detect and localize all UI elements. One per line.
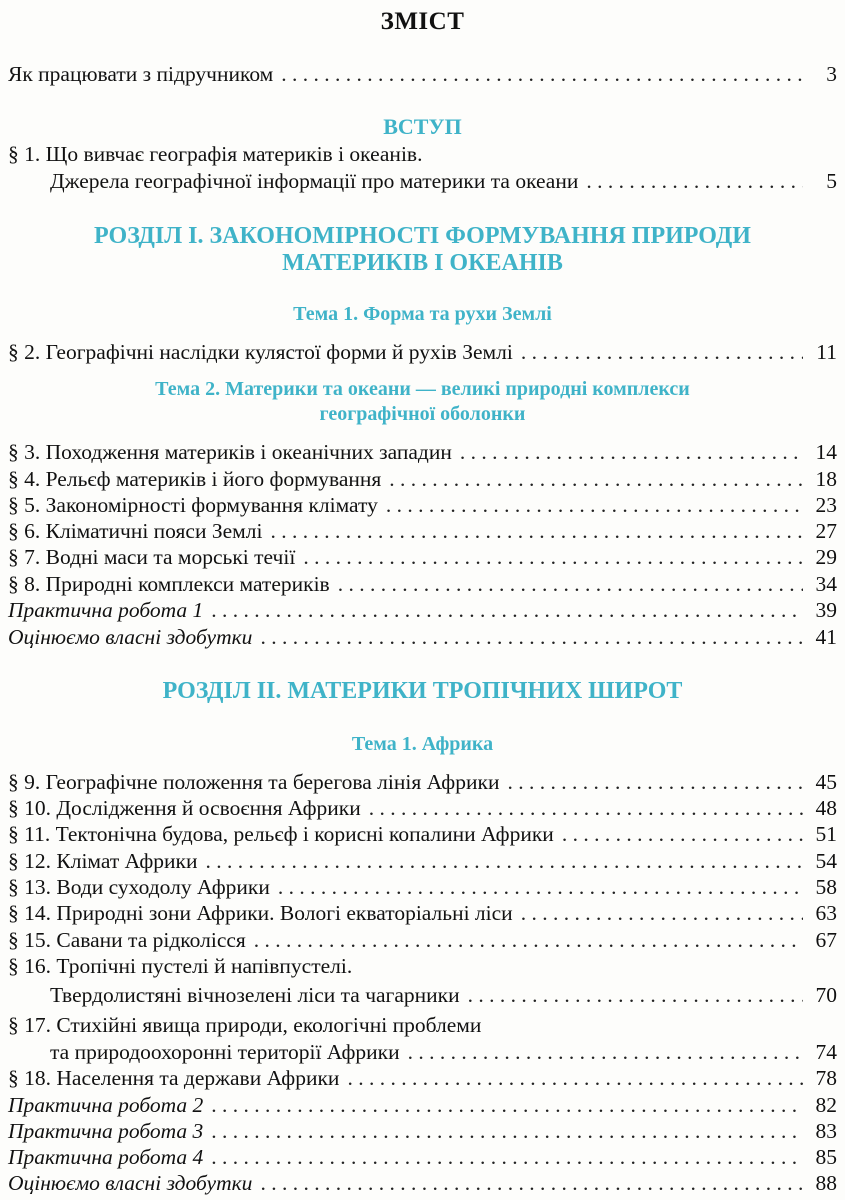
toc-entry-label: § 14. Природні зони Африки. Вологі екваторіальні ліси [8,901,513,925]
toc-entry[interactable] [8,847,837,875]
toc-entry-label: § 18. Населення та держави Африки [8,1066,340,1090]
toc-entry[interactable] [8,926,837,954]
leader-dots [260,623,803,651]
leader-dots [507,768,803,796]
leader-dots [521,899,803,927]
toc-entry-p1[interactable] [50,167,837,195]
leader-dots [369,794,803,822]
toc-entry-p16[interactable] [50,981,837,1009]
toc-entry[interactable] [8,491,837,519]
toc-entry[interactable] [8,338,837,366]
section1-heading-line2: МАТЕРИКІВ І ОКЕАНІВ [282,250,563,276]
toc-entry-page: 48 [815,796,837,820]
toc-entry-page: 83 [815,1119,837,1143]
toc-entry-label: § 9. Географічне положення та берегова лінія Африки [8,770,500,794]
leader-dots [281,60,803,88]
toc-entry-page: 45 [815,770,837,794]
leader-dots [303,543,803,571]
toc-entry-page: 41 [815,625,837,649]
toc-entry[interactable] [8,517,837,545]
toc-entry[interactable] [8,465,837,493]
leader-dots [468,981,803,1009]
toc-entry-page: 63 [815,901,837,925]
leader-dots [278,873,803,901]
toc-entry-page: 51 [815,822,837,846]
toc-entry-label: § 10. Дослідження й освоєння Африки [8,796,361,820]
section1-theme2-heading-line1: Тема 2. Материки та океани — великі природні комплекси [155,378,690,400]
toc-entry-p17[interactable] [50,1038,837,1066]
toc-entry-label: Практична робота 2 [8,1093,204,1117]
section1-heading-line1: РОЗДІЛ І. ЗАКОНОМІРНОСТІ ФОРМУВАННЯ ПРИРОДИ [94,223,751,249]
leader-dots [205,847,803,875]
toc-entry-practical[interactable] [8,1091,837,1119]
toc-entry-page: 14 [815,440,837,464]
toc-entry-page: 11 [816,340,837,364]
toc-entry-page: 18 [815,467,837,491]
leader-dots [408,1038,803,1066]
toc-entry[interactable] [8,1064,837,1092]
toc-entry-page: 23 [815,493,837,517]
toc-entry-page: 39 [815,598,837,622]
toc-entry-practical[interactable] [8,596,837,624]
toc-entry[interactable] [8,543,837,571]
leader-dots [586,167,803,195]
toc-entry-page: 74 [815,1040,837,1064]
leader-dots [389,465,803,493]
toc-entry[interactable] [8,438,837,466]
toc-entry-practical[interactable] [8,1117,837,1145]
toc-entry[interactable] [8,768,837,796]
toc-entry-assessment[interactable] [8,1169,837,1197]
toc-entry-label: та природоохоронні території Африки [50,1040,400,1064]
toc-entry-label: Оцінюємо власні здобутки [8,625,253,649]
toc-entry-page: 88 [815,1171,837,1195]
toc-entry[interactable] [8,794,837,822]
leader-dots [211,1117,803,1145]
section2-heading: РОЗДІЛ ІІ. МАТЕРИКИ ТРОПІЧНИХ ШИРОТ [162,678,683,704]
leader-dots [211,1143,803,1171]
toc-entry-label: Практична робота 1 [8,598,204,622]
toc-entry-label: Оцінюємо власні здобутки [8,1171,253,1195]
toc-entry-label: Джерела географічної інформації про материки та океани [50,169,579,193]
toc-entry-label: Практична робота 4 [8,1145,204,1169]
toc-entry-practical[interactable] [8,1143,837,1171]
toc-entry-page: 29 [815,545,837,569]
toc-entry-label: § 11. Тектонічна будова, рельєф і корисні копалини Африки [8,822,554,846]
toc-entry-label: § 6. Кліматичні пояси Землі [8,519,263,543]
toc-entry[interactable] [8,899,837,927]
leader-dots [460,438,803,466]
toc-entry-p17-line1[interactable]: § 17. Стихійні явища природи, екологічні проблеми [8,1013,482,1037]
intro-heading: ВСТУП [383,114,462,139]
leader-dots [211,1091,803,1119]
leader-dots [521,338,803,366]
toc-entry-page: 78 [815,1066,837,1090]
section1-theme2-heading-line2: географічної оболонки [319,403,526,425]
leader-dots [211,596,803,624]
toc-entry-label: § 7. Водні маси та морські течії [8,545,296,569]
toc-entry[interactable] [8,820,837,848]
toc-entry-page: 85 [815,1145,837,1169]
section1-theme1-heading: Тема 1. Форма та рухи Землі [293,303,552,325]
page-title: ЗМІСТ [380,8,465,35]
leader-dots [270,517,803,545]
toc-entry-page: 34 [815,572,837,596]
toc-entry-page: 82 [815,1093,837,1117]
leader-dots [562,820,803,848]
toc-entry-page: 27 [815,519,837,543]
toc-entry-p1-line1[interactable]: § 1. Що вивчає географія материків і океанів. [8,142,423,166]
toc-entry[interactable] [8,570,837,598]
toc-entry-page: 3 [826,62,837,86]
toc-entry-label: Як працювати з підручником [8,62,274,86]
toc-entry-label: Твердолистяні вічнозелені ліси та чагарники [50,983,460,1007]
leader-dots [338,570,803,598]
toc-entry-label: § 5. Закономірності формування клімату [8,493,378,517]
toc-entry-label: § 4. Рельєф материків і його формування [8,467,382,491]
toc-entry-label: § 13. Води суходолу Африки [8,875,270,899]
leader-dots [386,491,803,519]
toc-entry-label: § 2. Географічні наслідки кулястої форми й рухів Землі [8,340,513,364]
toc-entry-label: § 12. Клімат Африки [8,849,198,873]
toc-entry-howto[interactable] [8,60,837,88]
toc-entry-label: § 15. Савани та рідколісся [8,928,246,952]
leader-dots [254,926,803,954]
leader-dots [260,1169,803,1197]
toc-entry-page: 58 [815,875,837,899]
toc-entry-p16-line1[interactable]: § 16. Тропічні пустелі й напівпустелі. [8,954,353,978]
toc-entry-label: § 8. Природні комплекси материків [8,572,330,596]
toc-entry[interactable] [8,873,837,901]
section2-theme1-heading: Тема 1. Африка [351,733,494,755]
toc-entry-page: 54 [815,849,837,873]
toc-entry-label: Практична робота 3 [8,1119,204,1143]
toc-entry-page: 5 [826,169,837,193]
toc-entry-label: § 3. Походження материків і океанічних западин [8,440,452,464]
leader-dots [347,1064,803,1092]
toc-entry-page: 70 [815,983,837,1007]
toc-entry-assessment[interactable] [8,623,837,651]
toc-entry-page: 67 [815,928,837,952]
